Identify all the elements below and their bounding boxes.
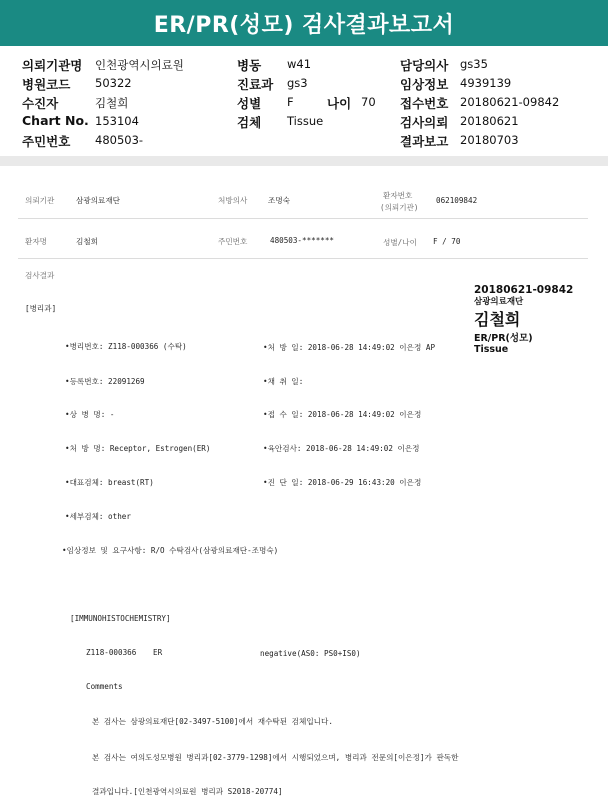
age-label: 나이 [327,96,352,111]
stamp-patient-name: 김철희 [474,310,521,329]
department-label: 진료과 [237,77,274,92]
request-date-label: 검사의뢰 [400,115,449,130]
scan-rrn-value: 480503-******* [270,236,335,245]
field-detail-specimen: •세부검체: other [65,512,131,521]
patient-value: 김철희 [95,96,129,110]
scan-sexage-value: F / 70 [433,237,461,246]
field-order-date: •처 방 일: 2018-06-28 14:49:02 이은정 AP [263,343,436,352]
sex-label: 성별 [237,96,262,111]
ihc-id: Z118-000366 [86,648,137,657]
summary-info [0,54,608,150]
comments-label: Comments [86,682,123,691]
scan-patient-no-sub: (의뢰기관) [380,203,419,212]
scan-institution-label: 의뢰기관 [25,196,55,205]
scan-section-title: [병리과] [25,304,57,313]
scan-rule [18,218,588,219]
scan-rule [18,258,588,259]
stamp-test-name: ER/PR(성모) [474,333,533,344]
patient-label: 수진자 [22,96,59,111]
rrn-value: 480503- [95,133,144,147]
department-value: gs3 [287,76,308,90]
specimen-label-stamp [474,284,573,355]
hospital-code-label: 병원코드 [22,77,71,92]
doctor-value: gs35 [460,57,488,71]
stamp-accession: 20180621-09842 [474,284,574,296]
scan-doctor-label: 처방의사 [218,196,248,205]
scan-name-value: 김철희 [76,237,99,246]
stamp-specimen: Tissue [474,344,509,355]
report-title: ER/PR(성모) 검사결과보고서 [153,12,455,38]
scan-sexage-label: 성별/나이 [383,238,417,247]
stamp-institution: 삼광의료재단 [474,297,524,307]
field-pathology-no: •병리번호: Z118-000366 (수탁) [65,342,187,351]
field-registration-no: •등록번호: 22091269 [65,377,145,386]
scan-patient-no-label: 환자번호 [383,191,413,200]
age-value: 70 [361,95,376,109]
clinical-info-label: 임상정보 [400,77,449,92]
sex-value: F [287,95,294,109]
scan-institution-value: 삼광의료재단 [76,196,121,205]
ward-label: 병동 [237,58,262,73]
chart-no-label: Chart No. [22,113,89,128]
field-clinical-info: •임상정보 및 요구사항: R/O 수탁검사(삼광의료재단-조명숙) [62,546,279,555]
institution-value: 인천광역시의료원 [95,58,184,72]
comment-line-3: 결과입니다.[인천광역시의료원 병리과 S2018-20774] [92,787,283,796]
section-divider [0,156,608,166]
accession-value: 20180621-09842 [460,95,560,109]
specimen-value: Tissue [287,114,324,128]
ward-value: w41 [287,57,312,71]
request-date-value: 20180621 [460,114,519,128]
rrn-label: 주민번호 [22,134,71,149]
scan-doctor-value: 조명숙 [268,196,291,205]
report-date-value: 20180703 [460,133,519,147]
scan-rrn-label: 주민번호 [218,237,248,246]
scan-name-label: 환자명 [25,237,48,246]
scan-patient-no-value: 062109842 [436,196,478,205]
report-date-label: 결과보고 [400,134,449,149]
ihc-title: [IMMUNOHISTOCHEMISTRY] [70,614,171,623]
field-order-name: •처 방 명: Receptor, Estrogen(ER) [65,444,211,453]
field-gross-exam: •육안검사: 2018-06-28 14:49:02 이은정 [263,444,420,453]
report-title-bar [0,0,608,46]
institution-label: 의뢰기관명 [22,58,83,73]
clinical-info-value: 4939139 [460,76,512,90]
ihc-result: negative(AS0: PS0+IS0) [260,649,361,658]
ihc-test: ER [153,648,163,657]
field-received-date: •접 수 일: 2018-06-28 14:49:02 이은정 [263,410,422,419]
comment-line-2: 본 검사는 여의도성모병원 병리과[02-3779-1298]에서 시행되었으며, 병리과 전문의[이은정]가 판독한 [92,753,459,762]
field-collection-date: •채 취 일: [263,377,304,386]
doctor-label: 담당의사 [400,58,449,73]
field-main-specimen: •대표검체: breast(RT) [65,478,154,487]
field-diagnosis-name: •상 병 명: - [65,410,115,419]
hospital-code-value: 50322 [95,76,132,90]
scan-result-label: 검사결과 [25,271,55,280]
comment-line-1: 본 검사는 삼광의료재단[02-3497-5100]에서 재수탁된 검체입니다. [92,717,333,726]
chart-no-value: 153104 [95,114,139,128]
specimen-label: 검체 [237,115,262,130]
scanned-report [0,166,608,809]
field-diagnosis-date: •진 단 일: 2018-06-29 16:43:20 이은정 [263,478,422,487]
accession-label: 접수번호 [400,96,449,111]
